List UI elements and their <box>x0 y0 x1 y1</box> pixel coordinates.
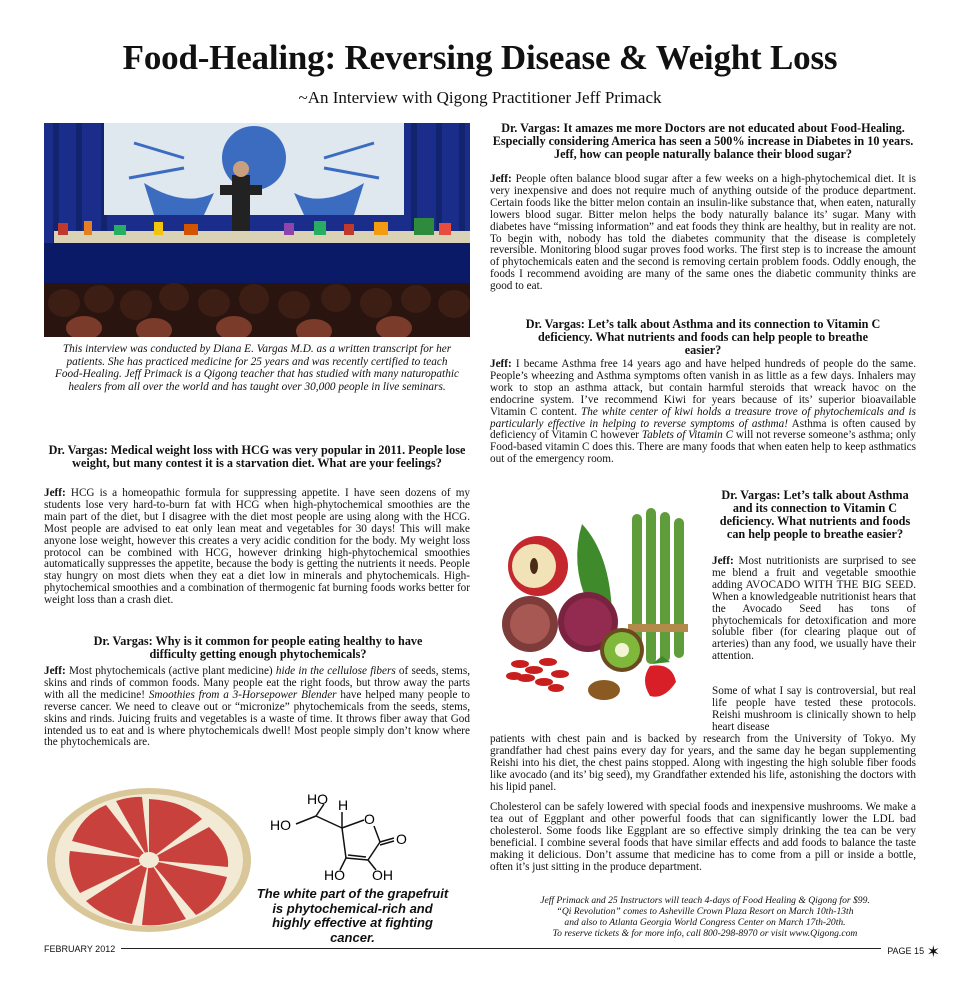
question-phytochemicals: Dr. Vargas: Why is it common for people eating healthy to have difficulty getting enough phytochemicals? <box>93 634 423 661</box>
speaker-label: Jeff: <box>490 358 512 370</box>
speaker-label: Jeff: <box>712 555 734 567</box>
molecule-label: HO <box>270 817 291 833</box>
answer-reishi-top: Some of what I say is controversial, but real life people have tested these protocols. Reishi mushroom is clinically shown to help heart disease <box>712 685 916 733</box>
molecule-label: H <box>338 797 349 813</box>
stage-photo <box>44 123 470 337</box>
answer-phytochemicals: Jeff: Most phytochemicals (active plant medicine) hide in the cellulose fibers of seeds, stems, skins and rinds of common foods. Many people eat the right foods, but throw away the parts with all the medicine! Smoothies from a 3-Horsepower Blender have helped many people to reverse cancer. We need to cleave out or “micronize” phytochemicals from the seeds, stems, skins and rinds. Juicing fruits and vegetables is a waste of time. It throws fiber away that God intended us to eat and is where phytochemicals dwell! Most people simply don’t know where the phytochemicals are. <box>44 665 471 749</box>
question-asthma: Dr. Vargas: Let’s talk about Asthma and its connection to Vitamin C deficiency. What nutrients and foods can help people to breathe easier? <box>525 317 881 357</box>
answer-cholesterol: Cholesterol can be safely lowered with special foods and inexpensive mushrooms. We make a tea out of Eggplant and other powerful foods that can significantly lower the LDL bad cholesterol. Some foods like Eggplant are so effective simply drinking the tea can be very beneficial. I combine several foods that have similar effects and add foods to balance the taste making it delicious. Don’t assume that medicine has to come from a pill or inside a bottle, often it’s just sitting in the produce department. <box>490 801 916 873</box>
molecule-label: O <box>396 831 407 847</box>
molecule-label: OH <box>372 867 393 880</box>
star-icon: ✶ <box>926 944 940 961</box>
molecule-label: O <box>364 811 375 827</box>
food-collage-image <box>500 504 708 704</box>
speaker-label: Jeff: <box>490 173 512 185</box>
molecule-label: HO <box>324 867 345 880</box>
event-promo: Jeff Primack and 25 Instructors will teach 4-days of Food Healing & Qigong for $99. “Qi Revolution” comes to Asheville Crown Plaza Resort on March 10th-13th and also to Atlanta Georgia World Congress Center on March 17th-20th. To reserve tickets & for more info, call 800-298-8970 or visit www.Qigong.com <box>540 895 870 939</box>
molecule-label: HO <box>307 791 328 807</box>
speaker-label: Jeff: <box>44 487 66 499</box>
footer-rule <box>44 948 916 949</box>
question-diabetes: Dr. Vargas: It amazes me more Doctors are not educated about Food-Healing. Especially considering America has seen a 500% increase in Diabetes in 10 years. Jeff, how can people naturally balance their blood sugar? <box>492 121 914 161</box>
grapefruit-caption: The white part of the grapefruit is phytochemical-rich and highly effective at fighting cancer. <box>256 886 449 945</box>
speaker-label: Jeff: <box>44 665 66 677</box>
footer-date: FEBRUARY 2012 <box>44 944 121 954</box>
footer-page-number: PAGE 15 ✶ <box>881 942 940 962</box>
answer-asthma: Jeff: I became Asthma free 14 years ago and have helped hundreds of people do the same. People’s wheezing and Asthma symptoms often vanish in as little as a few days. Inhalers may work to stop an asthma attack, but contain harmful steroids that wreack havoc on the endocrine system. I’ve recommend Kiwi for years because of its’ superior bioavailable Vitamin C content. The white center of kiwi holds a treasure trove of phytochemicals and is particularly effective in helping to reverse symptoms of asthma! Asthma is often caused by deficiency of Vitamin C however Tablets of Vitamin C will not reverse someone’s asthma; only Food-based vitamin C does this. There are many foods that when eaten help to keep asthmatics out of the emergency room. <box>490 358 917 466</box>
question-hcg: Dr. Vargas: Medical weight loss with HCG was very popular in 2011. People lose weight, but many contest it is a starvation diet. What are your feelings? <box>48 443 466 470</box>
answer-diabetes: Jeff: People often balance blood sugar after a few weeks on a high-phytochemical diet. It is very inexpensive and does not require much of anything outside of the produce department. Certain foods like the bitter melon contain an insulin-like substance that, when eaten, naturally lowers blood sugar. Bitter melon helps the body naturally balance its’ sugar. Many with diabetes have “missing information” and eat foods they think are healthy, but in reality are not. To begin with, nobody has told the diabetes community that the disease is completely reversible. Monitoring blood sugar proves food works. The first step is to increase the amount of phytochemicals eaten and the second is removing certain problem foods. Oddly enough, the foods I recommend avoiding are many of the same ones the diabetic community thinks are good to eat. <box>490 173 916 293</box>
vitamin-c-molecule-diagram <box>262 790 422 880</box>
page-title: Food-Healing: Reversing Disease & Weight Loss <box>122 38 838 77</box>
answer-hcg: Jeff: HCG is a homeopathic formula for suppressing appetite. I have seen dozens of my students lose very hard-to-burn fat with HCG when high-phytochemical smoothies are the main part of the diet, but I disagree with the diet most people are using along with the HCG. Most people are advised to eat only lean meat and vegetables for 30 days! This will make anyone lose weight, however this creates a very acidic condition for the body. My weight loss protocol can be combined with HCG, however drinking high-phytochemical smoothies automatically suppresses the appetite, because the body is getting the nutrients it needs. People stay hungry on most diets when they eat a diet low in minerals and phytochemicals. High-phytochemical smoothies and a combination of thermogenic fat burning foods works better for weight loss than a crash diet. <box>44 487 470 607</box>
answer-avocado: Jeff: Most nutritionists are surprised to see me blend a fruit and vegetable smoothie adding AVOCADO WITH THE BIG SEED. When a knowledgeable nutritionist hears that the Avocado Seed has tons of phytochemicals for detoxification and more soluble fiber (for clearing plaque out of arteries) than any food, we usually have their attention. <box>712 555 916 663</box>
grapefruit-image <box>44 785 254 935</box>
photo-caption: This interview was conducted by Diana E. Vargas M.D. as a written transcript for her patients. She has practiced medicine for 25 years and was recently certified to teach Food-Healing. Jeff Primack is a Qigong teacher that has studied with many naturopathic healers from all over the world and has taught over 30,000 people in live seminars. <box>54 343 460 393</box>
answer-reishi: patients with chest pain and is backed by research from the University of Tokyo. My grandfather had chest pains every day for years, and the same day he began supplementing Reishi into his diet, the chest pains stopped. Along with ingesting the high soluble fiber foods like avocado (and its’ big seed), my Grandfather extended his life, astonishing the doctors with his lipid panel. <box>490 733 916 793</box>
page-subtitle: ~An Interview with Qigong Practitioner Jeff Primack <box>298 88 662 107</box>
question-asthma-inset: Dr. Vargas: Let’s talk about Asthma and its connection to Vitamin C deficiency. What nutrients and foods can help people to breathe easier? <box>719 488 911 541</box>
